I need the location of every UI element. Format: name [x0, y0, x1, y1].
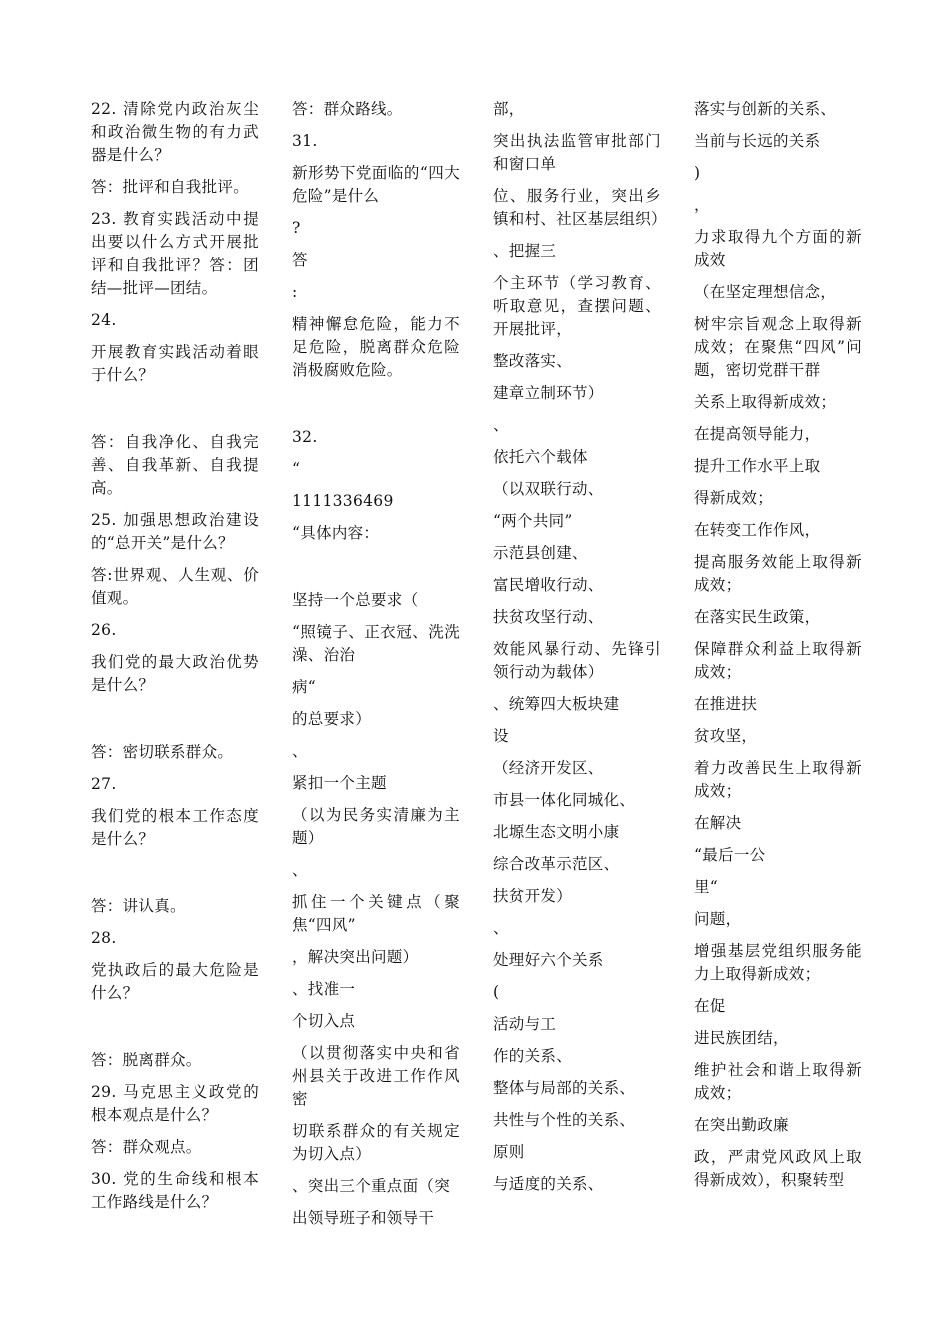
- paragraph: 1111336469: [292, 492, 394, 510]
- paragraph: 、: [493, 416, 509, 434]
- paragraph: (: [493, 983, 500, 1001]
- paragraph: 31.: [292, 132, 318, 150]
- paragraph: 、突出三个重点面（突: [292, 1177, 451, 1195]
- paragraph: （经济开发区、: [493, 759, 604, 777]
- paragraph: ?: [292, 219, 301, 237]
- paragraph: 个切入点: [292, 1012, 356, 1030]
- paragraph: 24.: [91, 311, 117, 329]
- paragraph: 共性与个性的关系、: [493, 1111, 636, 1129]
- paragraph: 增强基层党组织服务能力上取得新成效；: [694, 942, 862, 983]
- paragraph: 位、服务行业，突出乡镇和村、社区基层组织）: [493, 187, 667, 228]
- paragraph: “两个共同”: [493, 512, 573, 530]
- paragraph: 、: [292, 742, 308, 760]
- paragraph: 开展教育实践活动着眼于什么？: [91, 343, 259, 384]
- paragraph: 得新成效；: [694, 489, 774, 507]
- paragraph: 个主环节（学习教育、听取意见，查摆问题、开展批评，: [493, 274, 661, 338]
- paragraph: 贫攻坚，: [694, 727, 758, 745]
- paragraph: 、: [493, 919, 509, 937]
- paragraph: 在解决: [694, 814, 742, 832]
- paragraph: 提升工作水平上取: [694, 457, 821, 475]
- paragraph: 整改落实、: [493, 352, 573, 370]
- paragraph: 23. 教育实践活动中提出要以什么方式开展批评和自我批评？答：团结—批评—团结。: [91, 210, 259, 297]
- paragraph: 精神懈怠危险，能力不足危险，脱离群众危险消极腐败危险。: [292, 315, 460, 379]
- paragraph: 落实与创新的关系、: [694, 100, 837, 118]
- paragraph: ，: [694, 196, 710, 214]
- paragraph: 答：批评和自我批评。: [91, 178, 250, 196]
- paragraph: 28.: [91, 929, 117, 947]
- paragraph: 新形势下党面临的“四大危险”是什么: [292, 164, 460, 205]
- paragraph: 32.: [292, 428, 318, 446]
- paragraph: 、统筹四大板块建: [493, 695, 620, 713]
- paragraph: “具体内容：: [292, 524, 380, 542]
- paragraph: 切联系群众的有关规定为切入点）: [292, 1122, 460, 1163]
- text-column-3: [493, 98, 667, 1205]
- paragraph: ，解决突出问题）: [292, 948, 419, 966]
- text-column-4: [694, 98, 862, 1201]
- paragraph: 依托六个载体: [493, 448, 588, 466]
- paragraph: （以为民务实清廉为主题）: [292, 806, 460, 847]
- paragraph: 活动与工: [493, 1015, 557, 1033]
- paragraph: 整体与局部的关系、: [493, 1079, 636, 1097]
- paragraph: 在落实民生政策，: [694, 608, 821, 626]
- paragraph: 力求取得九个方面的新成效: [694, 228, 862, 269]
- paragraph: 27.: [91, 775, 117, 793]
- paragraph: 综合改革示范区、: [493, 855, 620, 873]
- paragraph: 问题，: [694, 910, 742, 928]
- paragraph: 政，严肃党风政风上取得新成效），积聚转型: [694, 1148, 862, 1189]
- paragraph: 病“: [292, 678, 317, 696]
- paragraph: 坚持一个总要求（: [292, 591, 419, 609]
- text-column-2: [292, 98, 460, 1239]
- paragraph: 29. 马克思主义政党的根本观点是什么？: [91, 1083, 259, 1124]
- paragraph: 建章立制环节）: [493, 384, 604, 402]
- paragraph: 保障群众利益上取得新成效；: [694, 640, 862, 681]
- paragraph: 我们党的最大政治优势是什么？: [91, 653, 259, 694]
- paragraph: 维护社会和谐上取得新成效；: [694, 1061, 862, 1102]
- paragraph: 效能风暴行动、先锋引领行动为载体）: [493, 640, 661, 681]
- paragraph: 抓住一个关键点（聚焦“四风”: [292, 893, 460, 934]
- paragraph: 关系上取得新成效；: [694, 393, 837, 411]
- paragraph: 北塬生态文明小康: [493, 823, 620, 841]
- paragraph: 富民增收行动、: [493, 576, 604, 594]
- paragraph: 答：脱离群众。: [91, 1051, 202, 1069]
- paragraph: 我们党的根本工作态度是什么？: [91, 807, 259, 848]
- paragraph: 扶贫攻坚行动、: [493, 608, 604, 626]
- paragraph: 答：自我净化、自我完善、自我革新、自我提高。: [91, 433, 259, 497]
- paragraph: 答：群众路线。: [292, 100, 403, 118]
- paragraph: 扶贫开发）: [493, 887, 573, 905]
- paragraph: 紧扣一个主题: [292, 774, 387, 792]
- paragraph: 、找准一: [292, 980, 356, 998]
- paragraph: 示范县创建、: [493, 544, 588, 562]
- paragraph: 里“: [694, 878, 719, 896]
- paragraph: :: [292, 283, 298, 301]
- paragraph: （以双联行动、: [493, 480, 604, 498]
- paragraph: 突出执法监管审批部门和窗口单: [493, 132, 661, 173]
- paragraph: 与适度的关系、: [493, 1175, 604, 1193]
- paragraph: “: [292, 460, 301, 478]
- text-column-1: [91, 98, 259, 1223]
- paragraph: 26.: [91, 621, 117, 639]
- paragraph: 30. 党的生命线和根本工作路线是什么？: [91, 1170, 259, 1211]
- paragraph: 进民族团结，: [694, 1029, 789, 1047]
- paragraph: 树牢宗旨观念上取得新成效；在聚焦“四风”问题，密切党群干群: [694, 315, 862, 379]
- paragraph: 的总要求）: [292, 710, 372, 728]
- paragraph: ): [694, 164, 701, 182]
- paragraph: 、把握三: [493, 242, 557, 260]
- paragraph: 市县一体化同城化、: [493, 791, 636, 809]
- paragraph: 着力改善民生上取得新成效；: [694, 759, 862, 800]
- paragraph: 作的关系、: [493, 1047, 573, 1065]
- paragraph: 在促: [694, 997, 726, 1015]
- paragraph: 提高服务效能上取得新成效；: [694, 553, 862, 594]
- paragraph: 在提高领导能力，: [694, 425, 821, 443]
- paragraph: 在推进扶: [694, 695, 758, 713]
- paragraph: （以贯彻落实中央和省州县关于改进工作作风密: [292, 1044, 460, 1108]
- paragraph: 在突出勤政廉: [694, 1116, 789, 1134]
- paragraph: 在转变工作作风，: [694, 521, 821, 539]
- paragraph: （在坚定理想信念，: [694, 283, 837, 301]
- paragraph: 部，: [493, 100, 525, 118]
- paragraph: 党执政后的最大危险是什么？: [91, 961, 259, 1002]
- paragraph: 答: [292, 251, 308, 269]
- paragraph: 原则: [493, 1143, 525, 1161]
- paragraph: 22. 清除党内政治灰尘和政治微生物的有力武器是什么？: [91, 100, 259, 164]
- paragraph: 25. 加强思想政治建设的“总开关”是什么？: [91, 511, 259, 552]
- paragraph: 出领导班子和领导干: [292, 1209, 435, 1227]
- paragraph: 答:世界观、人生观、价值观。: [91, 566, 259, 607]
- paragraph: 答：密切联系群众。: [91, 743, 234, 761]
- paragraph: 、: [292, 861, 308, 879]
- paragraph: “最后一公: [694, 846, 766, 864]
- paragraph: 答：群众观点。: [91, 1138, 202, 1156]
- paragraph: “照镜子、正衣冠、洗洗澡、治治: [292, 623, 460, 664]
- paragraph: 当前与长远的关系: [694, 132, 821, 150]
- paragraph: 处理好六个关系: [493, 951, 604, 969]
- paragraph: 答：讲认真。: [91, 897, 186, 915]
- paragraph: 设: [493, 727, 509, 745]
